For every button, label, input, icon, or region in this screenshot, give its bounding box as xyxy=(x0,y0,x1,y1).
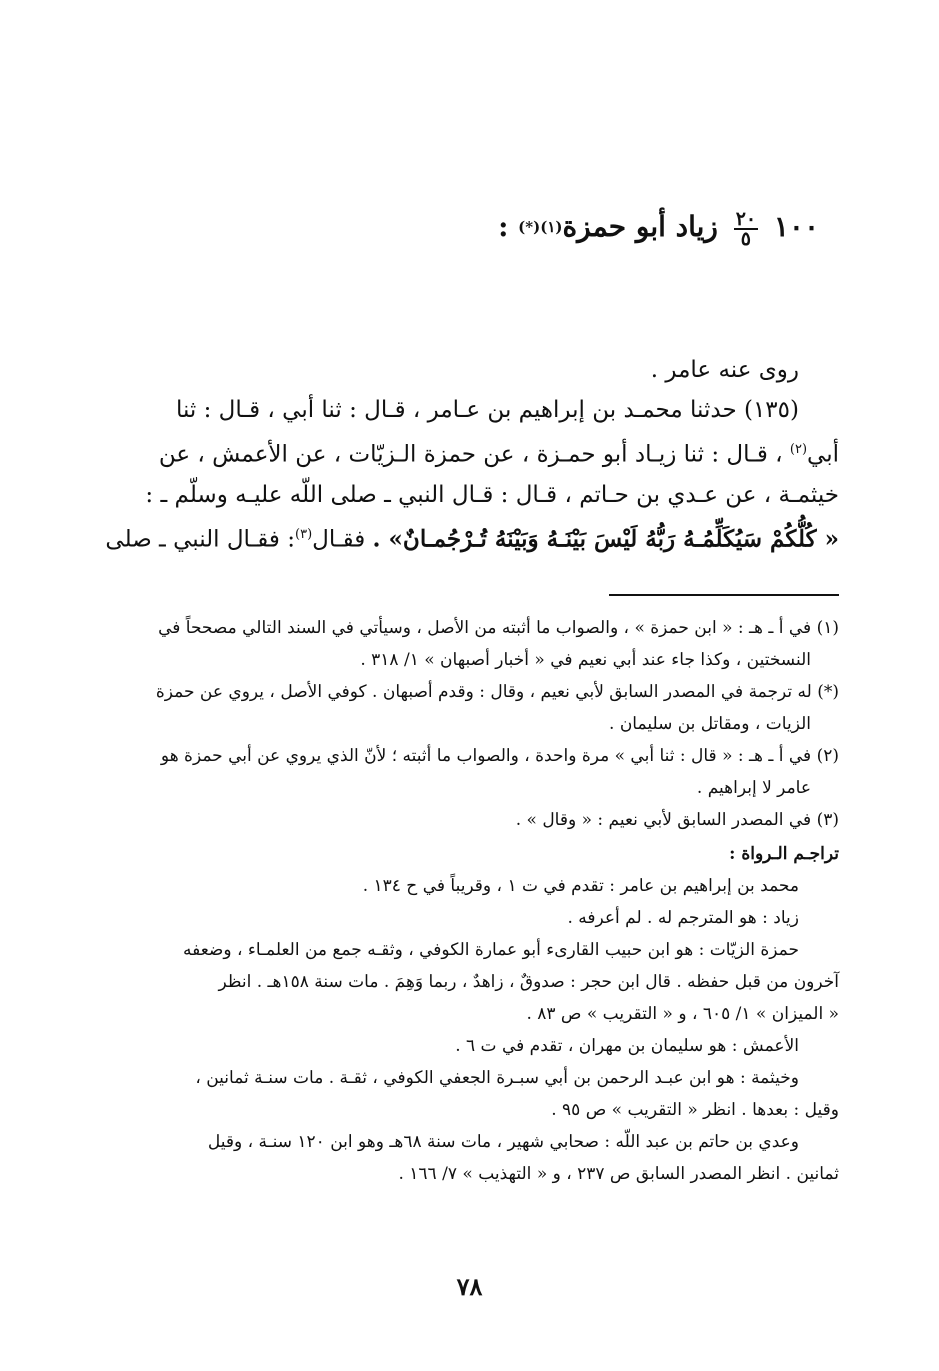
narrator-5-line-2: وقيل : بعدها . انظر « التقريب » ص ٩٥ . xyxy=(551,1100,839,1120)
isnad-line-2-start: أبي xyxy=(807,441,839,468)
page-number: ٧٨ xyxy=(456,1272,483,1301)
footnote-star-line-1: (*) له ترجمة في المصدر السابق لأبي نعيم ، وقال : وقدم أصبهان . كوفي الأصل ، يروي عن حمزة xyxy=(155,682,839,702)
main-text xyxy=(100,350,839,559)
narrator-1: محمد بن إبراهيم بن عامر : تقدم في ت ١ ، وقريباً في ح ١٣٤ . xyxy=(362,876,799,896)
fraction-numerator: ٢٠ xyxy=(735,207,757,230)
footnote-2-line-1: (٢) في أ ـ هـ : « قال : ثنا أبي » مرة واحدة ، والصواب ما أثبته ؛ لأنّ الذي يروي عن أبي حمزة هو xyxy=(160,746,839,766)
hadith-line-continuation: فقـال xyxy=(312,526,366,553)
entry-colon: : xyxy=(498,210,509,243)
intro-line: روى عنه عامر . xyxy=(650,357,799,383)
hadith-line xyxy=(100,515,839,560)
narrator-3-line-1: حمزة الزيّات : هو ابن حبيب القارىء أبو عمارة الكوفي ، وثقـه جمع من العلمـاء ، وضعفه xyxy=(183,940,799,960)
isnad-line-2-rest: ، قـال : ثنا زيـاد أبو حمـزة ، عن حمزة الـزيّات ، عن الأعمش ، عن xyxy=(158,441,783,468)
footnote-1-line-1: (١) في أ ـ هـ : « ابن حمزة » ، والصواب ما أثبته من الأصل ، وسيأتي في السند التالي مصححاً في xyxy=(158,618,839,638)
hadith-line-end: : فقـال النبي ـ صلى xyxy=(105,526,295,553)
footnotes-section xyxy=(100,612,839,1190)
narrator-3-line-3: « الميزان » ١/ ٦٠٥ ، و « التقريب » ص ٨٣ . xyxy=(526,1004,839,1024)
fraction-denominator: ٥ xyxy=(740,227,752,250)
isnad-line-1: (١٣٥) حدثنا محمـد بن إبراهيم بن عـامر ، قـال : ثنا أبي ، قـال : ثنا xyxy=(175,397,799,423)
footnote-ref-3: (٣) xyxy=(295,526,313,542)
narrator-5-line-1: وخيثمة : هو ابن عبـد الرحمن بن أبي سبـرة الجعفي الكوفي ، ثقـة . مات سنـة ثمانين ، xyxy=(195,1068,799,1088)
footnote-separator xyxy=(609,594,839,596)
entry-heading xyxy=(120,205,819,249)
entry-title: زياد أبو حمزة xyxy=(562,210,718,243)
footnote-star-line-2: الزيات ، ومقاتل بن سليمان . xyxy=(609,714,811,734)
narrators-heading: تراجـم الـرواة : xyxy=(729,844,839,864)
isnad-line-3: خيثمـة ، عن عـدي بن حـاتم ، قـال : قـال النبي ـ صلى اللّه عليـه وسلّم ـ : xyxy=(145,481,839,508)
footnote-1-line-2: النسختين ، وكذا جاء عند أبي نعيم في « أخبار أصبهان » ١/ ٣١٨ . xyxy=(360,650,811,670)
isnad-line-2 xyxy=(100,430,839,475)
narrator-4: الأعمش : هو سليمان بن مهران ، تقدم في ت ٦ . xyxy=(455,1036,799,1056)
narrator-6-line-2: ثمانين . انظر المصدر السابق ص ٢٣٧ ، و « التهذيب » ٧/ ١٦٦ . xyxy=(398,1164,839,1184)
hadith-text: « كُلُّكُمْ سَيُكَلِّمُـهُ رَبُّهُ لَيْسَ بَيْنَـهُ وَبَيْنَهُ تُـرْجُمـانٌ» . xyxy=(372,525,839,553)
entry-number: ١٠٠ xyxy=(773,210,819,243)
entry-fraction xyxy=(734,207,758,250)
footnote-3: (٣) في المصدر السابق لأبي نعيم : « وقال » . xyxy=(515,810,839,830)
footnote-2-line-2: عامر لا إبراهيم . xyxy=(696,778,811,798)
footnote-ref-2: (٢) xyxy=(789,442,808,457)
narrator-6-line-1: وعدي بن حاتم بن عبد اللّه : صحابي شهير ، مات سنة ٦٨هـ وهو ابن ١٢٠ سنـة ، وقيل xyxy=(207,1132,799,1152)
narrator-2: زياد : هو المترجم له . لم أعرفه . xyxy=(567,908,799,928)
narrator-3-line-2: آخرون من قبل حفظه . قال ابن حجر : صدوقٌ ، زاهدٌ ، ربما وَهِمَ . مات سنة ١٥٨هـ . انظر xyxy=(218,972,839,992)
entry-footnote-marks: (١)(*) xyxy=(518,218,563,236)
